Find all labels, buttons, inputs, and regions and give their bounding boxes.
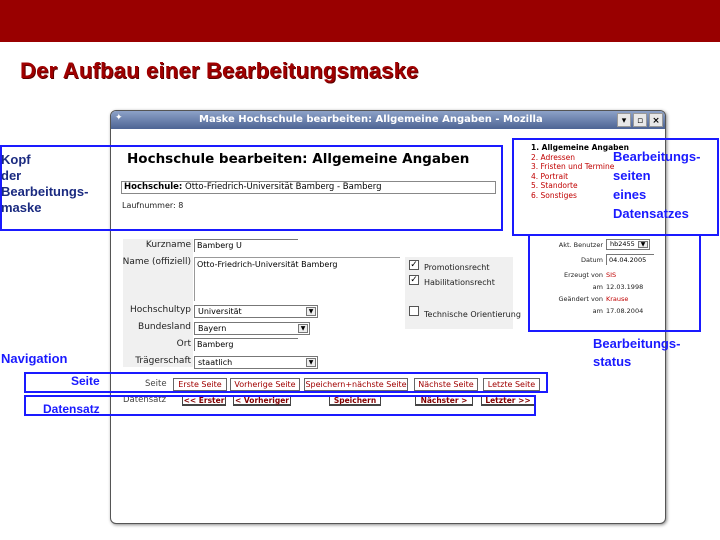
bundesland-value: Bayern xyxy=(198,324,227,333)
letzte-seite-button[interactable]: Letzte Seite xyxy=(483,378,540,391)
navigation-annotation: Navigation xyxy=(1,351,68,366)
laufnummer: Laufnummer: 8 xyxy=(122,201,184,210)
vorherige-seite-button[interactable]: Vorherige Seite xyxy=(230,378,300,391)
minimize-icon[interactable]: ▾ xyxy=(617,113,631,127)
naechster-button[interactable]: Nächster > xyxy=(415,395,473,406)
close-icon[interactable]: × xyxy=(649,113,663,127)
seite-annotation: Seite xyxy=(71,374,100,388)
bearbeitungsstatus-callout-box xyxy=(528,234,701,332)
kopf-annotation-line: Bearbeitungs- xyxy=(1,184,89,199)
bearbeitungsseiten-annotation-line: Bearbeitungs- xyxy=(613,149,701,164)
restore-icon[interactable]: ▫ xyxy=(633,113,647,127)
tab-adressen[interactable]: 2. Adressen xyxy=(531,152,576,162)
hochschule-value: Otto-Friedrich-Universität Bamberg - Bamberg xyxy=(185,182,382,192)
erzeugt-am-value: 12.03.1998 xyxy=(606,283,644,291)
technische-orientierung-checkbox[interactable] xyxy=(409,306,419,316)
hochschultyp-select[interactable] xyxy=(194,305,318,318)
ort-label: Ort xyxy=(176,339,191,349)
kopf-annotation-line: der xyxy=(1,168,22,183)
bearbeitungsstatus-annotation-line: status xyxy=(593,354,632,369)
chevron-down-icon[interactable]: ▼ xyxy=(306,307,316,316)
bearbeitungsstatus-annotation-line: Bearbeitungs- xyxy=(593,336,681,351)
erster-button[interactable]: << Erster xyxy=(183,396,225,405)
kopf-annotation-line: maske xyxy=(1,200,42,215)
window-title: Maske Hochschule bearbeiten: Allgemeine Angaben - Mozilla xyxy=(199,114,543,125)
habilitationsrecht-label: Habilitationsrecht xyxy=(424,278,495,287)
erste-seite-button[interactable]: Erste Seite xyxy=(173,378,227,391)
tab-sonstiges[interactable]: 6. Sonstiges xyxy=(531,190,577,200)
letzter-button[interactable]: Letzter >> xyxy=(481,395,535,406)
promotionsrecht-checkbox[interactable]: ✓ xyxy=(410,260,418,270)
speichern-naechste-seite-button[interactable]: Speichern+nächste Seite xyxy=(305,380,407,389)
ort-input[interactable]: Bamberg xyxy=(194,338,298,351)
tab-allgemeine-angaben[interactable]: 1. Allgemeine Angaben xyxy=(531,143,629,152)
promotionsrecht-label: Promotionsrecht xyxy=(424,263,490,272)
naechste-seite-button[interactable]: Nächste Seite xyxy=(414,378,478,391)
kopf-annotation-line: Kopf xyxy=(1,152,31,167)
bearbeitungsseiten-annotation xyxy=(613,147,700,223)
traegerschaft-label: Trägerschaft xyxy=(135,356,191,366)
bundesland-select[interactable] xyxy=(194,322,310,335)
datensatz-nav-label: Datensatz xyxy=(123,395,167,405)
seite-nav-label: Seite xyxy=(145,379,167,389)
geaendert-am-label: am xyxy=(592,307,603,315)
kopf-annotation xyxy=(1,152,88,216)
bearbeitungsstatus-annotation xyxy=(593,335,680,371)
vorheriger-button[interactable]: < Vorheriger xyxy=(235,396,289,405)
erzeugt-von-value: SIS xyxy=(606,271,617,279)
name-offiziell-label: Name (offiziell) xyxy=(122,257,191,267)
chevron-down-icon[interactable]: ▼ xyxy=(298,324,308,333)
bearbeitungsseiten-annotation-line: eines xyxy=(613,187,647,202)
tab-fristen-termine[interactable]: 3. Fristen und Termine xyxy=(531,162,615,171)
datum-label: Datum xyxy=(581,256,603,264)
speichern-button[interactable]: Speichern xyxy=(329,395,381,406)
bearbeitungsseiten-annotation-line: Datensatzes xyxy=(613,206,689,221)
habilitationsrecht-checkbox[interactable]: ✓ xyxy=(410,275,418,285)
bundesland-label: Bundesland xyxy=(138,322,191,332)
slide-header-bar xyxy=(0,0,720,42)
datensatz-callout-box xyxy=(24,395,536,416)
hochschultyp-label: Hochschultyp xyxy=(129,305,191,315)
tab-portrait[interactable]: 4. Portrait xyxy=(531,171,569,181)
hochschultyp-value: Universität xyxy=(198,307,242,316)
traegerschaft-value: staatlich xyxy=(198,358,233,367)
kurzname-label: Kurzname xyxy=(145,240,191,250)
geaendert-von-label: Geändert von xyxy=(558,295,603,303)
erzeugt-am-label: am xyxy=(592,283,603,291)
akt-benutzer-value: hb2455 xyxy=(610,240,635,248)
chevron-down-icon[interactable]: ▼ xyxy=(306,358,316,367)
traegerschaft-select[interactable] xyxy=(194,356,318,369)
name-offiziell-textarea[interactable]: Otto-Friedrich-Universität Bamberg xyxy=(194,257,400,301)
pin-icon[interactable]: ✦ xyxy=(115,113,123,123)
geaendert-am-value: 17.08.2004 xyxy=(606,307,644,315)
page-title: Hochschule bearbeiten: Allgemeine Angaben xyxy=(127,151,470,167)
datum-input[interactable]: 04.04.2005 xyxy=(606,254,654,265)
tab-standorte[interactable]: 5. Standorte xyxy=(531,181,578,190)
kurzname-input[interactable]: Bamberg U xyxy=(194,239,298,252)
hochschule-label: Hochschule: xyxy=(124,182,183,192)
chevron-down-icon[interactable]: ▼ xyxy=(638,241,648,248)
slide-title: Der Aufbau einer Bearbeitungsmaske xyxy=(20,58,419,83)
window-titlebar[interactable] xyxy=(111,111,665,129)
seite-callout-box xyxy=(24,372,548,393)
datensatz-annotation: Datensatz xyxy=(43,402,100,416)
geaendert-von-value: Krause xyxy=(606,295,629,303)
akt-benutzer-label: Akt. Benutzer xyxy=(558,241,603,249)
bearbeitungsseiten-annotation-line: seiten xyxy=(613,168,651,183)
technische-orientierung-label: Technische Orientierung xyxy=(424,310,521,319)
erzeugt-von-label: Erzeugt von xyxy=(564,271,603,279)
